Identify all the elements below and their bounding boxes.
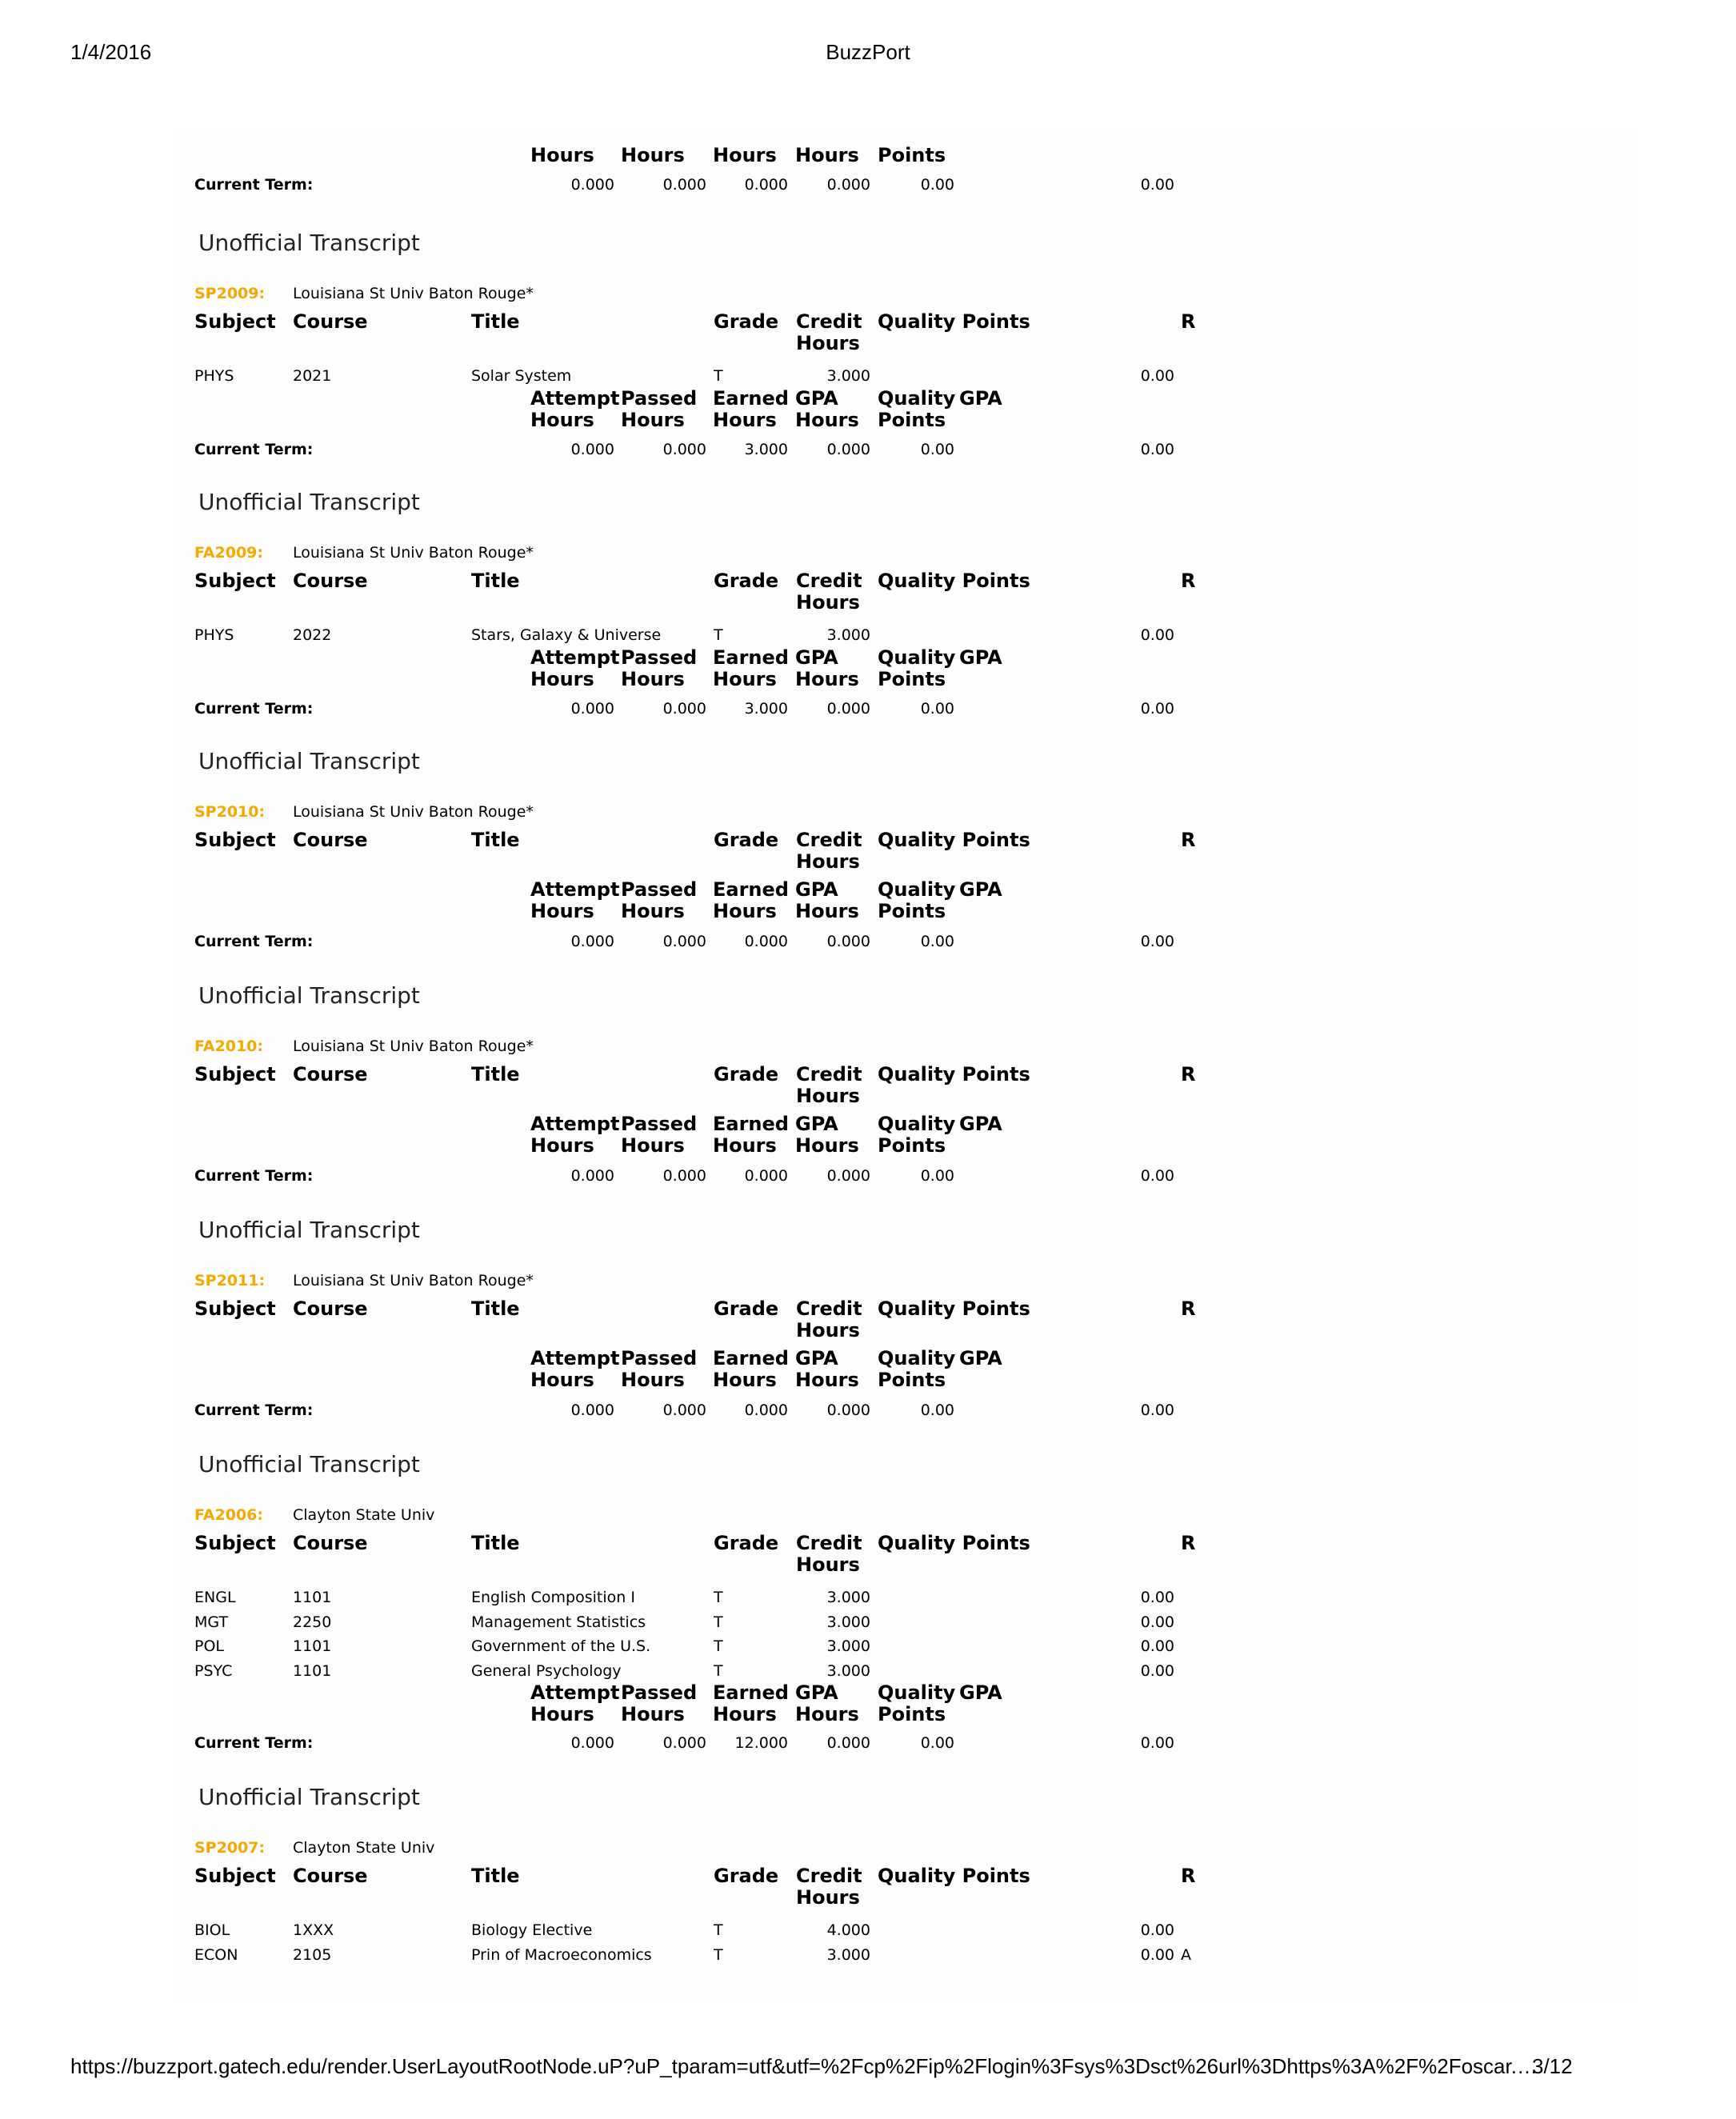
- grade-header: Grade: [714, 570, 779, 592]
- section-title: Unofficial Transcript: [198, 489, 420, 515]
- grade-header: Grade: [714, 829, 779, 851]
- quality-points-header-line1: Quality: [878, 1113, 956, 1135]
- credit-hours-header-line2: Hours: [796, 1553, 860, 1576]
- course-subject: PHYS: [194, 626, 234, 644]
- quality-points-header: Quality Points: [878, 1865, 1030, 1887]
- print-footer-page: 3/12: [1532, 2054, 1573, 2078]
- term-total-quality-points: 0.00: [920, 1734, 954, 1752]
- grade-header: Grade: [714, 1865, 779, 1887]
- earned-hours-header-cut: Hours: [713, 144, 777, 166]
- course-grade: T: [714, 1662, 723, 1680]
- gpa-hours-header-line2: Hours: [795, 1703, 859, 1725]
- title-header: Title: [471, 570, 520, 592]
- repeat-header: R: [1181, 1063, 1196, 1085]
- passed-hours-header-line1: Passed: [621, 387, 698, 410]
- attempt-hours-header-line1: Attempt: [530, 878, 620, 901]
- current-term-label: Current Term:: [194, 1734, 314, 1752]
- term-total-gpa: 0.00: [1140, 176, 1174, 194]
- gpa-header: GPA: [959, 1681, 1002, 1704]
- attempt-hours-header-line1: Attempt: [530, 1347, 620, 1369]
- earned-hours-header-line1: Earned: [713, 1681, 789, 1704]
- credit-hours-header-line1: Credit: [796, 1297, 862, 1320]
- title-header: Title: [471, 1865, 520, 1887]
- gpa-hours-header-line1: GPA: [795, 878, 838, 901]
- earned-hours-header-line2: Hours: [713, 1703, 777, 1725]
- credit-hours-header-line1: Credit: [796, 1532, 862, 1554]
- institution-name: Louisiana St Univ Baton Rouge*: [293, 285, 534, 302]
- credit-hours-header-line1: Credit: [796, 570, 862, 592]
- term-total-gpa-hours: 0.000: [826, 1734, 870, 1752]
- print-title: BuzzPort: [826, 40, 910, 64]
- passed-hours-header-line2: Hours: [621, 668, 685, 690]
- term-total-gpa-hours: 0.000: [826, 176, 870, 194]
- course-subject: ENGL: [194, 1589, 236, 1606]
- section-title: Unofficial Transcript: [198, 1217, 420, 1243]
- current-term-label: Current Term:: [194, 441, 314, 458]
- term-total-quality-points: 0.00: [920, 1401, 954, 1419]
- term-total-gpa: 0.00: [1140, 1401, 1174, 1419]
- course-title: English Composition I: [471, 1589, 635, 1606]
- credit-hours-header-line2: Hours: [796, 850, 860, 873]
- gpa-hours-header-line2: Hours: [795, 1134, 859, 1157]
- attempt-hours-header-line2: Hours: [530, 1703, 594, 1725]
- term-total-gpa: 0.00: [1140, 441, 1174, 458]
- course-number: 1101: [293, 1637, 332, 1655]
- quality-points-header-line2: Points: [878, 668, 946, 690]
- course-credit-hours: 3.000: [826, 1662, 870, 1680]
- course-number: 2105: [293, 1946, 332, 1964]
- attempt-hours-header-line2: Hours: [530, 900, 594, 922]
- course-header: Course: [293, 1865, 368, 1887]
- quality-points-header-line1: Quality: [878, 878, 956, 901]
- term-code: SP2009:: [194, 285, 266, 302]
- term-total-attempt-hours: 0.000: [570, 176, 614, 194]
- course-title: Solar System: [471, 367, 572, 385]
- credit-hours-header-line1: Credit: [796, 829, 862, 851]
- grade-header: Grade: [714, 1532, 779, 1554]
- term-total-earned-hours: 0.000: [744, 1401, 788, 1419]
- current-term-label: Current Term:: [194, 1401, 314, 1419]
- section-title: Unofficial Transcript: [198, 982, 420, 1009]
- gpa-header: GPA: [959, 1347, 1002, 1369]
- attempt-hours-header-cut: Hours: [530, 144, 594, 166]
- term-total-passed-hours: 0.000: [662, 441, 706, 458]
- course-quality-points: 0.00: [1140, 1637, 1174, 1655]
- credit-hours-header-line2: Hours: [796, 1085, 860, 1107]
- passed-hours-header-line2: Hours: [621, 1703, 685, 1725]
- gpa-header: GPA: [959, 1113, 1002, 1135]
- attempt-hours-header-line1: Attempt: [530, 387, 620, 410]
- term-code: FA2009:: [194, 544, 263, 562]
- passed-hours-header-line2: Hours: [621, 1369, 685, 1391]
- term-total-attempt-hours: 0.000: [570, 700, 614, 718]
- quality-points-header-cut: Points: [878, 144, 946, 166]
- term-total-passed-hours: 0.000: [662, 700, 706, 718]
- course-grade: T: [714, 1921, 723, 1939]
- course-quality-points: 0.00: [1140, 1589, 1174, 1606]
- title-header: Title: [471, 1532, 520, 1554]
- term-total-earned-hours: 0.000: [744, 933, 788, 950]
- section-title: Unofficial Transcript: [198, 748, 420, 774]
- attempt-hours-header-line2: Hours: [530, 1369, 594, 1391]
- term-total-gpa-hours: 0.000: [826, 933, 870, 950]
- earned-hours-header-line2: Hours: [713, 668, 777, 690]
- repeat-header: R: [1181, 829, 1196, 851]
- course-grade: T: [714, 1637, 723, 1655]
- course-credit-hours: 3.000: [826, 1946, 870, 1964]
- gpa-hours-header-line1: GPA: [795, 1681, 838, 1704]
- cut-off-summary-header: [0, 144, 1120, 168]
- earned-hours-header-line1: Earned: [713, 1347, 789, 1369]
- course-credit-hours: 3.000: [826, 1589, 870, 1606]
- course-grade: T: [714, 1613, 723, 1631]
- quality-points-header-line2: Points: [878, 1703, 946, 1725]
- term-total-passed-hours: 0.000: [662, 933, 706, 950]
- gpa-hours-header-line1: GPA: [795, 1347, 838, 1369]
- course-number: 1XXX: [293, 1921, 334, 1939]
- term-total-earned-hours: 12.000: [734, 1734, 788, 1752]
- repeat-header: R: [1181, 1297, 1196, 1320]
- course-header: Course: [293, 1297, 368, 1320]
- title-header: Title: [471, 1063, 520, 1085]
- gpa-hours-header-cut: Hours: [795, 144, 859, 166]
- passed-hours-header-line1: Passed: [621, 1681, 698, 1704]
- institution-name: Louisiana St Univ Baton Rouge*: [293, 544, 534, 562]
- gpa-hours-header-line1: GPA: [795, 646, 838, 669]
- term-total-quality-points: 0.00: [920, 933, 954, 950]
- quality-points-header: Quality Points: [878, 1063, 1030, 1085]
- term-code: FA2006:: [194, 1506, 263, 1524]
- grade-header: Grade: [714, 1297, 779, 1320]
- current-term-label: Current Term:: [194, 933, 314, 950]
- attempt-hours-header-line2: Hours: [530, 1134, 594, 1157]
- gpa-hours-header-line2: Hours: [795, 1369, 859, 1391]
- credit-hours-header-line2: Hours: [796, 591, 860, 614]
- passed-hours-header-cut: Hours: [621, 144, 685, 166]
- course-number: 2250: [293, 1613, 332, 1631]
- term-total-earned-hours: 0.000: [744, 1167, 788, 1185]
- repeat-header: R: [1181, 1865, 1196, 1887]
- term-total-gpa-hours: 0.000: [826, 441, 870, 458]
- course-quality-points: 0.00: [1140, 1921, 1174, 1939]
- quality-points-header: Quality Points: [878, 829, 1030, 851]
- section-title: Unofficial Transcript: [198, 1451, 420, 1477]
- quality-points-header: Quality Points: [878, 570, 1030, 592]
- institution-name: Louisiana St Univ Baton Rouge*: [293, 1272, 534, 1289]
- quality-points-header-line2: Points: [878, 900, 946, 922]
- term-total-attempt-hours: 0.000: [570, 1734, 614, 1752]
- quality-points-header: Quality Points: [878, 310, 1030, 333]
- subject-header: Subject: [194, 570, 276, 592]
- credit-hours-header-line2: Hours: [796, 332, 860, 354]
- gpa-header: GPA: [959, 646, 1002, 669]
- gpa-hours-header-line2: Hours: [795, 900, 859, 922]
- current-term-label: Current Term:: [194, 176, 314, 194]
- course-credit-hours: 3.000: [826, 626, 870, 644]
- earned-hours-header-line2: Hours: [713, 409, 777, 431]
- course-grade: T: [714, 1946, 723, 1964]
- course-quality-points: 0.00: [1140, 1946, 1174, 1964]
- quality-points-header-line2: Points: [878, 409, 946, 431]
- grade-header: Grade: [714, 310, 779, 333]
- course-quality-points: 0.00: [1140, 1613, 1174, 1631]
- course-title: Prin of Macroeconomics: [471, 1946, 652, 1964]
- course-header: Course: [293, 570, 368, 592]
- course-grade: T: [714, 367, 723, 385]
- course-title: Stars, Galaxy & Universe: [471, 626, 662, 644]
- section-title: Unofficial Transcript: [198, 230, 420, 256]
- term-code: SP2007:: [194, 1839, 266, 1857]
- earned-hours-header-line1: Earned: [713, 646, 789, 669]
- term-total-passed-hours: 0.000: [662, 1401, 706, 1419]
- course-subject: ECON: [194, 1946, 238, 1964]
- term-total-passed-hours: 0.000: [662, 1167, 706, 1185]
- passed-hours-header-line1: Passed: [621, 646, 698, 669]
- course-quality-points: 0.00: [1140, 367, 1174, 385]
- course-header: Course: [293, 310, 368, 333]
- term-total-gpa: 0.00: [1140, 700, 1174, 718]
- grade-header: Grade: [714, 1063, 779, 1085]
- credit-hours-header-line2: Hours: [796, 1886, 860, 1909]
- course-quality-points: 0.00: [1140, 626, 1174, 644]
- credit-hours-header-line2: Hours: [796, 1319, 860, 1341]
- quality-points-header-line2: Points: [878, 1134, 946, 1157]
- course-header: Course: [293, 1532, 368, 1554]
- term-total-quality-points: 0.00: [920, 441, 954, 458]
- institution-name: Louisiana St Univ Baton Rouge*: [293, 803, 534, 821]
- gpa-hours-header-line1: GPA: [795, 387, 838, 410]
- course-credit-hours: 3.000: [826, 1613, 870, 1631]
- passed-hours-header-line2: Hours: [621, 1134, 685, 1157]
- quality-points-header: Quality Points: [878, 1297, 1030, 1320]
- quality-points-header: Quality Points: [878, 1532, 1030, 1554]
- subject-header: Subject: [194, 1865, 276, 1887]
- gpa-header: GPA: [959, 387, 1002, 410]
- repeat-header: R: [1181, 1532, 1196, 1554]
- course-credit-hours: 3.000: [826, 1637, 870, 1655]
- current-term-label: Current Term:: [194, 700, 314, 718]
- print-footer-url: https://buzzport.gatech.edu/render.UserLayoutRootNode.uP?uP_tparam=utf&utf=%2Fcp%2Fip%2Flogin%3Fsys%3Dsct%26url%3Dhttps%3A%2F%2Foscar.…: [70, 2054, 1538, 2078]
- attempt-hours-header-line1: Attempt: [530, 1681, 620, 1704]
- gpa-header: GPA: [959, 878, 1002, 901]
- institution-name: Louisiana St Univ Baton Rouge*: [293, 1038, 534, 1055]
- passed-hours-header-line1: Passed: [621, 1347, 698, 1369]
- credit-hours-header-line1: Credit: [796, 1865, 862, 1887]
- passed-hours-header-line1: Passed: [621, 878, 698, 901]
- term-total-passed-hours: 0.000: [662, 1734, 706, 1752]
- course-subject: BIOL: [194, 1921, 230, 1939]
- credit-hours-header-line1: Credit: [796, 1063, 862, 1085]
- course-repeat-flag: A: [1181, 1946, 1191, 1964]
- term-total-attempt-hours: 0.000: [570, 1167, 614, 1185]
- course-number: 2021: [293, 367, 332, 385]
- term-total-quality-points: 0.00: [920, 700, 954, 718]
- earned-hours-header-line2: Hours: [713, 1369, 777, 1391]
- passed-hours-header-line2: Hours: [621, 409, 685, 431]
- attempt-hours-header-line1: Attempt: [530, 646, 620, 669]
- course-quality-points: 0.00: [1140, 1662, 1174, 1680]
- repeat-header: R: [1181, 310, 1196, 333]
- gpa-hours-header-line2: Hours: [795, 668, 859, 690]
- title-header: Title: [471, 829, 520, 851]
- course-title: General Psychology: [471, 1662, 622, 1680]
- course-subject: PHYS: [194, 367, 234, 385]
- attempt-hours-header-line2: Hours: [530, 668, 594, 690]
- course-subject: POL: [194, 1637, 224, 1655]
- course-title: Biology Elective: [471, 1921, 593, 1939]
- term-total-earned-hours: 3.000: [744, 441, 788, 458]
- term-total-earned-hours: 0.000: [744, 176, 788, 194]
- title-header: Title: [471, 310, 520, 333]
- attempt-hours-header-line2: Hours: [530, 409, 594, 431]
- course-subject: PSYC: [194, 1662, 233, 1680]
- institution-name: Clayton State Univ: [293, 1506, 435, 1524]
- quality-points-header-line2: Points: [878, 1369, 946, 1391]
- quality-points-header-line1: Quality: [878, 1347, 956, 1369]
- course-title: Management Statistics: [471, 1613, 646, 1631]
- quality-points-header-line1: Quality: [878, 387, 956, 410]
- credit-hours-header-line1: Credit: [796, 310, 862, 333]
- repeat-header: R: [1181, 570, 1196, 592]
- earned-hours-header-line2: Hours: [713, 900, 777, 922]
- earned-hours-header-line1: Earned: [713, 878, 789, 901]
- gpa-hours-header-line2: Hours: [795, 409, 859, 431]
- term-total-gpa-hours: 0.000: [826, 1401, 870, 1419]
- passed-hours-header-line2: Hours: [621, 900, 685, 922]
- earned-hours-header-line2: Hours: [713, 1134, 777, 1157]
- quality-points-header-line1: Quality: [878, 646, 956, 669]
- earned-hours-header-line1: Earned: [713, 1113, 789, 1135]
- term-total-quality-points: 0.00: [920, 176, 954, 194]
- subject-header: Subject: [194, 310, 276, 333]
- term-total-attempt-hours: 0.000: [570, 1401, 614, 1419]
- title-header: Title: [471, 1297, 520, 1320]
- term-total-gpa: 0.00: [1140, 1167, 1174, 1185]
- course-number: 2022: [293, 626, 332, 644]
- term-total-attempt-hours: 0.000: [570, 441, 614, 458]
- term-code: SP2010:: [194, 803, 266, 821]
- term-total-attempt-hours: 0.000: [570, 933, 614, 950]
- term-total-passed-hours: 0.000: [662, 176, 706, 194]
- term-total-quality-points: 0.00: [920, 1167, 954, 1185]
- subject-header: Subject: [194, 829, 276, 851]
- term-code: FA2010:: [194, 1038, 263, 1055]
- term-total-gpa: 0.00: [1140, 1734, 1174, 1752]
- earned-hours-header-line1: Earned: [713, 387, 789, 410]
- course-grade: T: [714, 1589, 723, 1606]
- course-grade: T: [714, 626, 723, 644]
- term-code: SP2011:: [194, 1272, 266, 1289]
- subject-header: Subject: [194, 1297, 276, 1320]
- attempt-hours-header-line1: Attempt: [530, 1113, 620, 1135]
- subject-header: Subject: [194, 1063, 276, 1085]
- course-credit-hours: 3.000: [826, 367, 870, 385]
- term-total-earned-hours: 3.000: [744, 700, 788, 718]
- term-total-gpa-hours: 0.000: [826, 700, 870, 718]
- institution-name: Clayton State Univ: [293, 1839, 435, 1857]
- course-credit-hours: 4.000: [826, 1921, 870, 1939]
- course-number: 1101: [293, 1589, 332, 1606]
- course-header: Course: [293, 1063, 368, 1085]
- quality-points-header-line1: Quality: [878, 1681, 956, 1704]
- print-date: 1/4/2016: [70, 40, 152, 64]
- term-total-gpa-hours: 0.000: [826, 1167, 870, 1185]
- gpa-hours-header-line1: GPA: [795, 1113, 838, 1135]
- course-header: Course: [293, 829, 368, 851]
- course-subject: MGT: [194, 1613, 229, 1631]
- subject-header: Subject: [194, 1532, 276, 1554]
- course-number: 1101: [293, 1662, 332, 1680]
- course-title: Government of the U.S.: [471, 1637, 651, 1655]
- current-term-label: Current Term:: [194, 1167, 314, 1185]
- term-total-gpa: 0.00: [1140, 933, 1174, 950]
- passed-hours-header-line1: Passed: [621, 1113, 698, 1135]
- section-title: Unofficial Transcript: [198, 1784, 420, 1810]
